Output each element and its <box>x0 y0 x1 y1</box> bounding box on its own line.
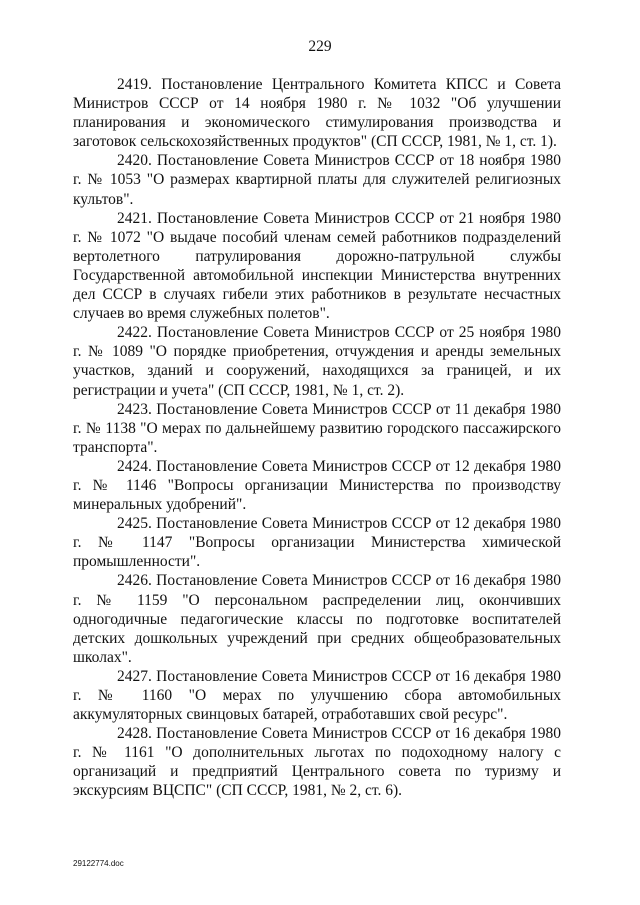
entry-2426: 2426. Постановление Совета Министров СССР от 16 декабря 1980 г. № 1159 "О персональном распределении лиц, окончивших одногодичные педагогические классы по подготовке воспитателей детских дошкольных учреждений при средних общеобразовательных школах". <box>73 572 561 666</box>
entry-2427: 2427. Постановление Совета Министров СССР от 16 декабря 1980 г. № 1160 "О мерах по улучшению сбора автомобильных аккумуляторных свинцовых батарей, отработавших свой ресурс". <box>73 667 561 724</box>
entry-2420: 2420. Постановление Совета Министров СССР от 18 ноября 1980 г. № 1053 "О размерах квартирной платы для служителей религиозных культов". <box>73 152 561 208</box>
entry-2428: 2428. Постановление Совета Министров СССР от 16 декабря 1980 г. № 1161 "О дополнительных льготах по подоходному налогу с организаций и предприятий Центрального совета по туризму и экскурсиям ВЦСПС" (СП СССР, 1981, № 2, ст. 6). <box>73 725 561 800</box>
entry-2423: 2423. Постановление Совета Министров СССР от 11 декабря 1980 г. № 1138 "О мерах по дальнейшему развитию городского пассажирского транспорта". <box>73 400 561 456</box>
entry-2419: 2419. Постановление Центрального Комитета КПСС и Совета Министров СССР от 14 ноября 1980 г. № 1032 "Об улучшении планирования и экономического стимулирования производства и заготовок сельскохозяйственных продуктов" (СП СССР, 1981, № 1, ст. 1). <box>73 76 561 151</box>
entry-2424: 2424. Постановление Совета Министров СССР от 12 декабря 1980 г. № 1146 "Вопросы организации Министерства по производству минеральных удобрений". <box>73 457 561 514</box>
document-file-code: 29122774.doc <box>73 859 124 868</box>
page-number: 229 <box>308 38 332 55</box>
entry-2422: 2422. Постановление Совета Министров СССР от 25 ноября 1980 г. № 1089 "О порядке приобретения, отчуждения и аренды земельных участков, зданий и сооружений, находящихся за границей, и их регистрации и учета" (СП СССР, 1981, № 1, ст. 2). <box>73 324 561 399</box>
document-body <box>73 75 561 801</box>
entry-2425: 2425. Постановление Совета Министров СССР от 12 декабря 1980 г. № 1147 "Вопросы организации Министерства химической промышленности". <box>73 515 561 571</box>
entry-2421: 2421. Постановление Совета Министров СССР от 21 ноября 1980 г. № 1072 "О выдаче пособий членам семей работников подразделений вертолетного патрулирования дорожно-патрульной службы Государственной автомобильной инспекции Министерства внутренних дел СССР в случаях гибели этих работников в результате несчастных случаев во время служебных полетов". <box>73 209 561 323</box>
